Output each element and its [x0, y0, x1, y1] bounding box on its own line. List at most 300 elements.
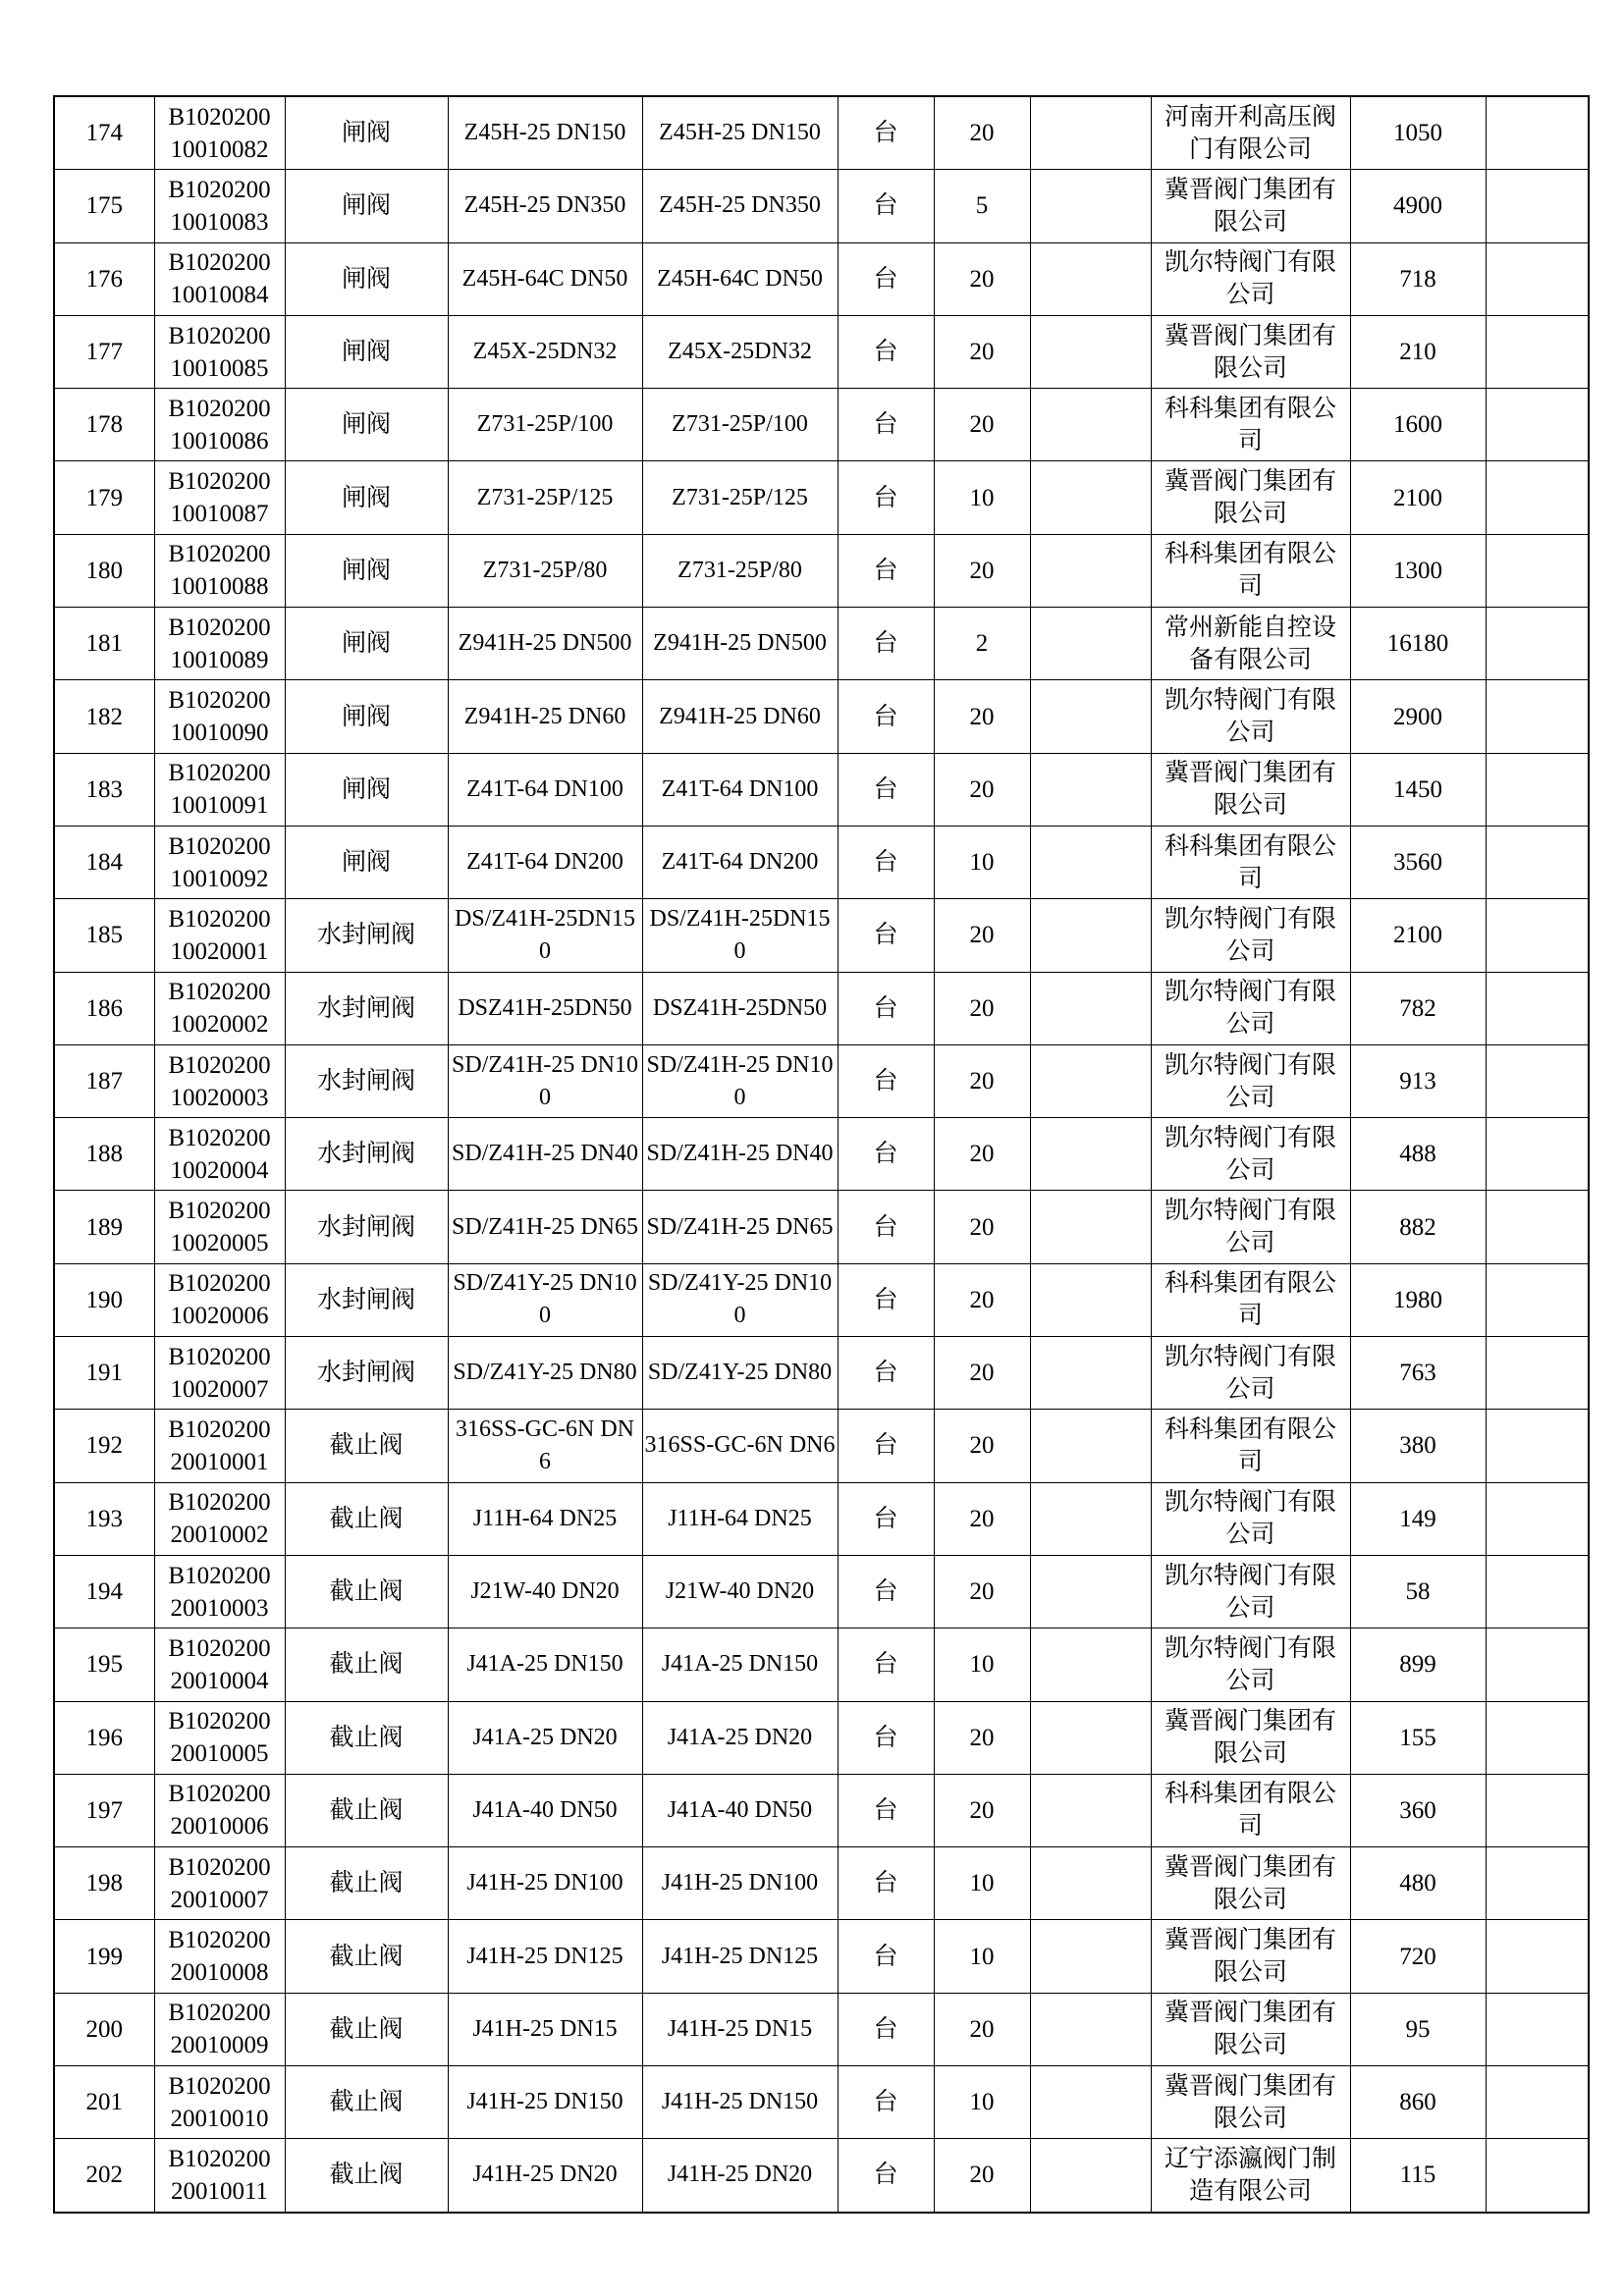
material-code-part1: B1020200 [168, 176, 271, 203]
table-row [54, 1337, 1589, 1410]
item-name-cell: 闸阀 [285, 170, 448, 242]
item-spec-cell: 316SS-GC-6N DN6 [448, 1410, 642, 1482]
item-name-cell: 水封闸阀 [285, 1191, 448, 1263]
material-code-part1: B1020200 [168, 249, 271, 277]
quantity-cell: 20 [934, 680, 1030, 753]
unit-cell: 台 [838, 680, 934, 753]
unit-price-cell: 1050 [1350, 96, 1486, 170]
remark-cell [1486, 899, 1589, 972]
unit-price-cell: 782 [1350, 972, 1486, 1044]
material-code-part2: 10010088 [170, 573, 269, 601]
material-code-part1: B1020200 [168, 468, 271, 496]
material-code-part1: B1020200 [168, 2072, 271, 2100]
item-name-cell: 水封闸阀 [285, 972, 448, 1044]
item-name-cell: 截止阀 [285, 1993, 448, 2065]
material-code-cell [154, 1993, 285, 2065]
quantity-cell: 10 [934, 1847, 1030, 1920]
row-number-cell: 187 [54, 1044, 154, 1117]
material-code-cell [154, 389, 285, 461]
item-spec-cell: SD/Z41Y-25 DN100 [448, 1263, 642, 1336]
material-code-cell [154, 1629, 285, 1701]
material-code-cell [154, 1774, 285, 1846]
quantity-cell: 20 [934, 1410, 1030, 1482]
remark-cell [1486, 680, 1589, 753]
material-code-part2: 10010083 [170, 208, 269, 236]
material-code-part2: 20010010 [170, 2105, 269, 2132]
table-row [54, 1263, 1589, 1336]
remark-cell [1486, 2139, 1589, 2213]
table-row [54, 1993, 1589, 2065]
material-code-part1: B1020200 [168, 1927, 271, 1954]
unit-price-cell: 2100 [1350, 461, 1486, 534]
quantity-cell: 20 [934, 1044, 1030, 1117]
material-code-part1: B1020200 [168, 541, 271, 568]
valve-price-table [53, 95, 1590, 2214]
table-row [54, 534, 1589, 607]
item-spec-cell: J41H-25 DN100 [448, 1847, 642, 1920]
unit-price-cell: 1300 [1350, 534, 1486, 607]
material-code-part2: 10020002 [170, 1011, 269, 1039]
row-number-cell: 181 [54, 608, 154, 680]
remark-cell [1486, 1847, 1589, 1920]
unit-price-cell: 360 [1350, 1774, 1486, 1846]
unit-price-cell: 3560 [1350, 826, 1486, 898]
table-row [54, 1482, 1589, 1555]
table-row [54, 2066, 1589, 2139]
table-row [54, 461, 1589, 534]
table-row [54, 315, 1589, 388]
material-code-part2: 10020005 [170, 1230, 269, 1257]
material-code-cell [154, 1920, 285, 1993]
brand-cell [1030, 1337, 1151, 1410]
item-name-cell: 水封闸阀 [285, 1118, 448, 1191]
supplier-cell: 冀晋阀门集团有限公司 [1151, 170, 1350, 242]
material-code-cell [154, 1044, 285, 1117]
material-code-cell [154, 972, 285, 1044]
item-spec-cell: J41H-25 DN150 [448, 2066, 642, 2139]
table-row [54, 1118, 1589, 1191]
item-model-cell: SD/Z41Y-25 DN100 [642, 1263, 838, 1336]
unit-price-cell: 720 [1350, 1920, 1486, 1993]
item-spec-cell: J41A-25 DN150 [448, 1629, 642, 1701]
item-spec-cell: J41H-25 DN15 [448, 1993, 642, 2065]
item-name-cell: 闸阀 [285, 608, 448, 680]
material-code-part1: B1020200 [168, 1562, 271, 1589]
item-spec-cell: J11H-64 DN25 [448, 1482, 642, 1555]
row-number-cell: 194 [54, 1555, 154, 1628]
quantity-cell: 20 [934, 1993, 1030, 2065]
material-code-part2: 20010011 [170, 2177, 269, 2205]
unit-price-cell: 16180 [1350, 608, 1486, 680]
item-name-cell: 截止阀 [285, 1920, 448, 1993]
item-model-cell: SD/Z41Y-25 DN80 [642, 1337, 838, 1410]
item-spec-cell: Z41T-64 DN100 [448, 753, 642, 826]
quantity-cell: 2 [934, 608, 1030, 680]
material-code-cell [154, 753, 285, 826]
material-code-part1: B1020200 [168, 395, 271, 422]
remark-cell [1486, 96, 1589, 170]
remark-cell [1486, 2066, 1589, 2139]
item-model-cell: Z41T-64 DN200 [642, 826, 838, 898]
table-row [54, 1410, 1589, 1482]
remark-cell [1486, 1263, 1589, 1336]
quantity-cell: 20 [934, 753, 1030, 826]
supplier-cell: 冀晋阀门集团有限公司 [1151, 461, 1350, 534]
supplier-cell: 凯尔特阀门有限公司 [1151, 899, 1350, 972]
item-spec-cell: Z731-25P/80 [448, 534, 642, 607]
material-code-part1: B1020200 [168, 760, 271, 787]
brand-cell [1030, 680, 1151, 753]
material-code-part2: 10010086 [170, 427, 269, 454]
quantity-cell: 20 [934, 1118, 1030, 1191]
row-number-cell: 193 [54, 1482, 154, 1555]
row-number-cell: 202 [54, 2139, 154, 2213]
item-spec-cell: J41A-25 DN20 [448, 1701, 642, 1774]
supplier-cell: 凯尔特阀门有限公司 [1151, 1482, 1350, 1555]
supplier-cell: 凯尔特阀门有限公司 [1151, 242, 1350, 315]
row-number-cell: 178 [54, 389, 154, 461]
unit-cell: 台 [838, 389, 934, 461]
brand-cell [1030, 826, 1151, 898]
supplier-cell: 科科集团有限公司 [1151, 826, 1350, 898]
item-model-cell: Z45X-25DN32 [642, 315, 838, 388]
material-code-part2: 10010090 [170, 720, 269, 747]
item-name-cell: 水封闸阀 [285, 1263, 448, 1336]
remark-cell [1486, 753, 1589, 826]
item-name-cell: 截止阀 [285, 2066, 448, 2139]
brand-cell [1030, 2066, 1151, 2139]
table-row [54, 1629, 1589, 1701]
table-row [54, 972, 1589, 1044]
supplier-cell: 科科集团有限公司 [1151, 534, 1350, 607]
brand-cell [1030, 608, 1151, 680]
item-name-cell: 闸阀 [285, 826, 448, 898]
unit-price-cell: 480 [1350, 1847, 1486, 1920]
table-row [54, 1191, 1589, 1263]
unit-cell: 台 [838, 1701, 934, 1774]
unit-cell: 台 [838, 315, 934, 388]
item-model-cell: Z731-25P/100 [642, 389, 838, 461]
brand-cell [1030, 899, 1151, 972]
supplier-cell: 凯尔特阀门有限公司 [1151, 972, 1350, 1044]
supplier-cell: 冀晋阀门集团有限公司 [1151, 753, 1350, 826]
table-row [54, 2139, 1589, 2213]
supplier-cell: 冀晋阀门集团有限公司 [1151, 315, 1350, 388]
unit-price-cell: 115 [1350, 2139, 1486, 2213]
material-code-part2: 20010005 [170, 1740, 269, 1768]
quantity-cell: 20 [934, 1337, 1030, 1410]
item-model-cell: Z731-25P/125 [642, 461, 838, 534]
supplier-cell: 冀晋阀门集团有限公司 [1151, 2066, 1350, 2139]
supplier-cell: 河南开利高压阀门有限公司 [1151, 96, 1350, 170]
material-code-part1: B1020200 [168, 687, 271, 715]
item-model-cell: J41H-25 DN100 [642, 1847, 838, 1920]
remark-cell [1486, 1629, 1589, 1701]
row-number-cell: 186 [54, 972, 154, 1044]
item-model-cell: Z45H-25 DN150 [642, 96, 838, 170]
remark-cell [1486, 1118, 1589, 1191]
material-code-part2: 10010087 [170, 501, 269, 528]
remark-cell [1486, 1555, 1589, 1628]
item-spec-cell: SD/Z41H-25 DN40 [448, 1118, 642, 1191]
item-name-cell: 闸阀 [285, 461, 448, 534]
item-model-cell: Z731-25P/80 [642, 534, 838, 607]
remark-cell [1486, 170, 1589, 242]
unit-cell: 台 [838, 1263, 934, 1336]
material-code-part1: B1020200 [168, 1051, 271, 1079]
unit-price-cell: 718 [1350, 242, 1486, 315]
quantity-cell: 10 [934, 461, 1030, 534]
table-row [54, 608, 1589, 680]
item-model-cell: SD/Z41H-25 DN65 [642, 1191, 838, 1263]
unit-cell: 台 [838, 1555, 934, 1628]
brand-cell [1030, 753, 1151, 826]
table-row [54, 96, 1589, 170]
material-code-cell [154, 608, 285, 680]
item-model-cell: J11H-64 DN25 [642, 1482, 838, 1555]
row-number-cell: 177 [54, 315, 154, 388]
material-code-part2: 20010002 [170, 1522, 269, 1549]
row-number-cell: 191 [54, 1337, 154, 1410]
item-spec-cell: Z41T-64 DN200 [448, 826, 642, 898]
unit-cell: 台 [838, 1410, 934, 1482]
item-model-cell: J41H-25 DN125 [642, 1920, 838, 1993]
item-model-cell: DS/Z41H-25DN150 [642, 899, 838, 972]
item-model-cell: SD/Z41H-25 DN100 [642, 1044, 838, 1117]
material-code-cell [154, 170, 285, 242]
material-code-part2: 20010006 [170, 1813, 269, 1841]
row-number-cell: 189 [54, 1191, 154, 1263]
quantity-cell: 5 [934, 170, 1030, 242]
quantity-cell: 10 [934, 2066, 1030, 2139]
table-row [54, 1044, 1589, 1117]
supplier-cell: 凯尔特阀门有限公司 [1151, 1337, 1350, 1410]
material-code-part1: B1020200 [168, 1198, 271, 1225]
brand-cell [1030, 242, 1151, 315]
remark-cell [1486, 972, 1589, 1044]
table-row [54, 1555, 1589, 1628]
material-code-part2: 10010084 [170, 282, 269, 309]
material-code-part2: 10010082 [170, 135, 269, 163]
brand-cell [1030, 1993, 1151, 2065]
unit-cell: 台 [838, 1920, 934, 1993]
quantity-cell: 20 [934, 1701, 1030, 1774]
brand-cell [1030, 1118, 1151, 1191]
material-code-part2: 10020006 [170, 1303, 269, 1330]
unit-price-cell: 380 [1350, 1410, 1486, 1482]
supplier-cell: 凯尔特阀门有限公司 [1151, 1629, 1350, 1701]
row-number-cell: 197 [54, 1774, 154, 1846]
item-spec-cell: Z45X-25DN32 [448, 315, 642, 388]
material-code-part1: B1020200 [168, 1270, 271, 1298]
row-number-cell: 176 [54, 242, 154, 315]
unit-price-cell: 860 [1350, 2066, 1486, 2139]
unit-price-cell: 58 [1350, 1555, 1486, 1628]
material-code-part2: 20010009 [170, 2032, 269, 2059]
item-name-cell: 水封闸阀 [285, 1044, 448, 1117]
unit-cell: 台 [838, 753, 934, 826]
material-code-part1: B1020200 [168, 2000, 271, 2027]
remark-cell [1486, 1993, 1589, 2065]
material-code-part1: B1020200 [168, 614, 271, 641]
supplier-cell: 科科集团有限公司 [1151, 1774, 1350, 1846]
unit-price-cell: 1450 [1350, 753, 1486, 826]
row-number-cell: 183 [54, 753, 154, 826]
brand-cell [1030, 1263, 1151, 1336]
item-model-cell: J41H-25 DN150 [642, 2066, 838, 2139]
material-code-cell [154, 1482, 285, 1555]
quantity-cell: 20 [934, 1482, 1030, 1555]
item-spec-cell: Z45H-25 DN350 [448, 170, 642, 242]
material-code-part2: 20010003 [170, 1594, 269, 1622]
item-spec-cell: SD/Z41H-25 DN65 [448, 1191, 642, 1263]
material-code-cell [154, 2066, 285, 2139]
material-code-part1: B1020200 [168, 979, 271, 1006]
item-name-cell: 截止阀 [285, 1629, 448, 1701]
brand-cell [1030, 1774, 1151, 1846]
unit-price-cell: 488 [1350, 1118, 1486, 1191]
row-number-cell: 182 [54, 680, 154, 753]
quantity-cell: 10 [934, 1920, 1030, 1993]
quantity-cell: 20 [934, 899, 1030, 972]
remark-cell [1486, 1482, 1589, 1555]
item-name-cell: 截止阀 [285, 1482, 448, 1555]
item-model-cell: Z941H-25 DN500 [642, 608, 838, 680]
item-model-cell: J41A-25 DN150 [642, 1629, 838, 1701]
material-code-part2: 10010092 [170, 865, 269, 892]
supplier-cell: 凯尔特阀门有限公司 [1151, 680, 1350, 753]
unit-cell: 台 [838, 2139, 934, 2213]
brand-cell [1030, 2139, 1151, 2213]
brand-cell [1030, 534, 1151, 607]
material-code-cell [154, 899, 285, 972]
material-code-cell [154, 242, 285, 315]
item-spec-cell: DSZ41H-25DN50 [448, 972, 642, 1044]
item-spec-cell: Z45H-25 DN150 [448, 96, 642, 170]
item-name-cell: 水封闸阀 [285, 899, 448, 972]
item-model-cell: J41H-25 DN20 [642, 2139, 838, 2213]
quantity-cell: 20 [934, 1263, 1030, 1336]
item-spec-cell: DS/Z41H-25DN150 [448, 899, 642, 972]
item-spec-cell: Z731-25P/125 [448, 461, 642, 534]
item-spec-cell: SD/Z41H-25 DN100 [448, 1044, 642, 1117]
material-code-part1: B1020200 [168, 1489, 271, 1517]
material-code-part1: B1020200 [168, 905, 271, 933]
quantity-cell: 20 [934, 2139, 1030, 2213]
brand-cell [1030, 96, 1151, 170]
table-row [54, 1774, 1589, 1846]
item-model-cell: SD/Z41H-25 DN40 [642, 1118, 838, 1191]
unit-cell: 台 [838, 242, 934, 315]
supplier-cell: 凯尔特阀门有限公司 [1151, 1555, 1350, 1628]
material-code-part1: B1020200 [168, 1415, 271, 1443]
table-row [54, 242, 1589, 315]
unit-cell: 台 [838, 899, 934, 972]
material-code-cell [154, 1191, 285, 1263]
row-number-cell: 184 [54, 826, 154, 898]
row-number-cell: 200 [54, 1993, 154, 2065]
unit-cell: 台 [838, 972, 934, 1044]
row-number-cell: 188 [54, 1118, 154, 1191]
unit-price-cell: 2900 [1350, 680, 1486, 753]
material-code-part2: 10010091 [170, 792, 269, 820]
item-model-cell: J21W-40 DN20 [642, 1555, 838, 1628]
brand-cell [1030, 389, 1151, 461]
row-number-cell: 195 [54, 1629, 154, 1701]
material-code-cell [154, 96, 285, 170]
item-spec-cell: SD/Z41Y-25 DN80 [448, 1337, 642, 1410]
brand-cell [1030, 1410, 1151, 1482]
unit-cell: 台 [838, 1774, 934, 1846]
brand-cell [1030, 1629, 1151, 1701]
brand-cell [1030, 461, 1151, 534]
brand-cell [1030, 1482, 1151, 1555]
quantity-cell: 20 [934, 1191, 1030, 1263]
item-spec-cell: J41H-25 DN20 [448, 2139, 642, 2213]
remark-cell [1486, 461, 1589, 534]
remark-cell [1486, 242, 1589, 315]
row-number-cell: 179 [54, 461, 154, 534]
material-code-cell [154, 1555, 285, 1628]
material-code-part1: B1020200 [168, 1853, 271, 1881]
material-code-part2: 20010007 [170, 1886, 269, 1913]
item-model-cell: J41H-25 DN15 [642, 1993, 838, 2065]
table-row [54, 1847, 1589, 1920]
quantity-cell: 20 [934, 534, 1030, 607]
item-name-cell: 闸阀 [285, 534, 448, 607]
unit-cell: 台 [838, 461, 934, 534]
remark-cell [1486, 389, 1589, 461]
row-number-cell: 180 [54, 534, 154, 607]
brand-cell [1030, 315, 1151, 388]
supplier-cell: 辽宁添瀛阀门制造有限公司 [1151, 2139, 1350, 2213]
material-code-cell [154, 2139, 285, 2213]
item-spec-cell: Z731-25P/100 [448, 389, 642, 461]
material-code-part1: B1020200 [168, 1634, 271, 1662]
unit-price-cell: 913 [1350, 1044, 1486, 1117]
table-row [54, 826, 1589, 898]
brand-cell [1030, 1701, 1151, 1774]
material-code-part2: 20010008 [170, 1959, 269, 1987]
material-code-part1: B1020200 [168, 832, 271, 860]
unit-cell: 台 [838, 826, 934, 898]
unit-cell: 台 [838, 2066, 934, 2139]
unit-cell: 台 [838, 608, 934, 680]
unit-price-cell: 149 [1350, 1482, 1486, 1555]
material-code-cell [154, 1701, 285, 1774]
quantity-cell: 10 [934, 1629, 1030, 1701]
unit-cell: 台 [838, 1482, 934, 1555]
supplier-cell: 科科集团有限公司 [1151, 389, 1350, 461]
material-code-part2: 10010089 [170, 646, 269, 673]
supplier-cell: 凯尔特阀门有限公司 [1151, 1191, 1350, 1263]
item-name-cell: 水封闸阀 [285, 1337, 448, 1410]
unit-cell: 台 [838, 170, 934, 242]
supplier-cell: 冀晋阀门集团有限公司 [1151, 1920, 1350, 1993]
material-code-part2: 10020003 [170, 1084, 269, 1111]
supplier-cell: 冀晋阀门集团有限公司 [1151, 1993, 1350, 2065]
table-row [54, 1920, 1589, 1993]
remark-cell [1486, 826, 1589, 898]
quantity-cell: 20 [934, 1555, 1030, 1628]
item-name-cell: 闸阀 [285, 753, 448, 826]
material-code-part1: B1020200 [168, 1343, 271, 1370]
supplier-cell: 冀晋阀门集团有限公司 [1151, 1701, 1350, 1774]
quantity-cell: 20 [934, 315, 1030, 388]
quantity-cell: 20 [934, 972, 1030, 1044]
material-code-part2: 10020004 [170, 1156, 269, 1184]
brand-cell [1030, 1920, 1151, 1993]
